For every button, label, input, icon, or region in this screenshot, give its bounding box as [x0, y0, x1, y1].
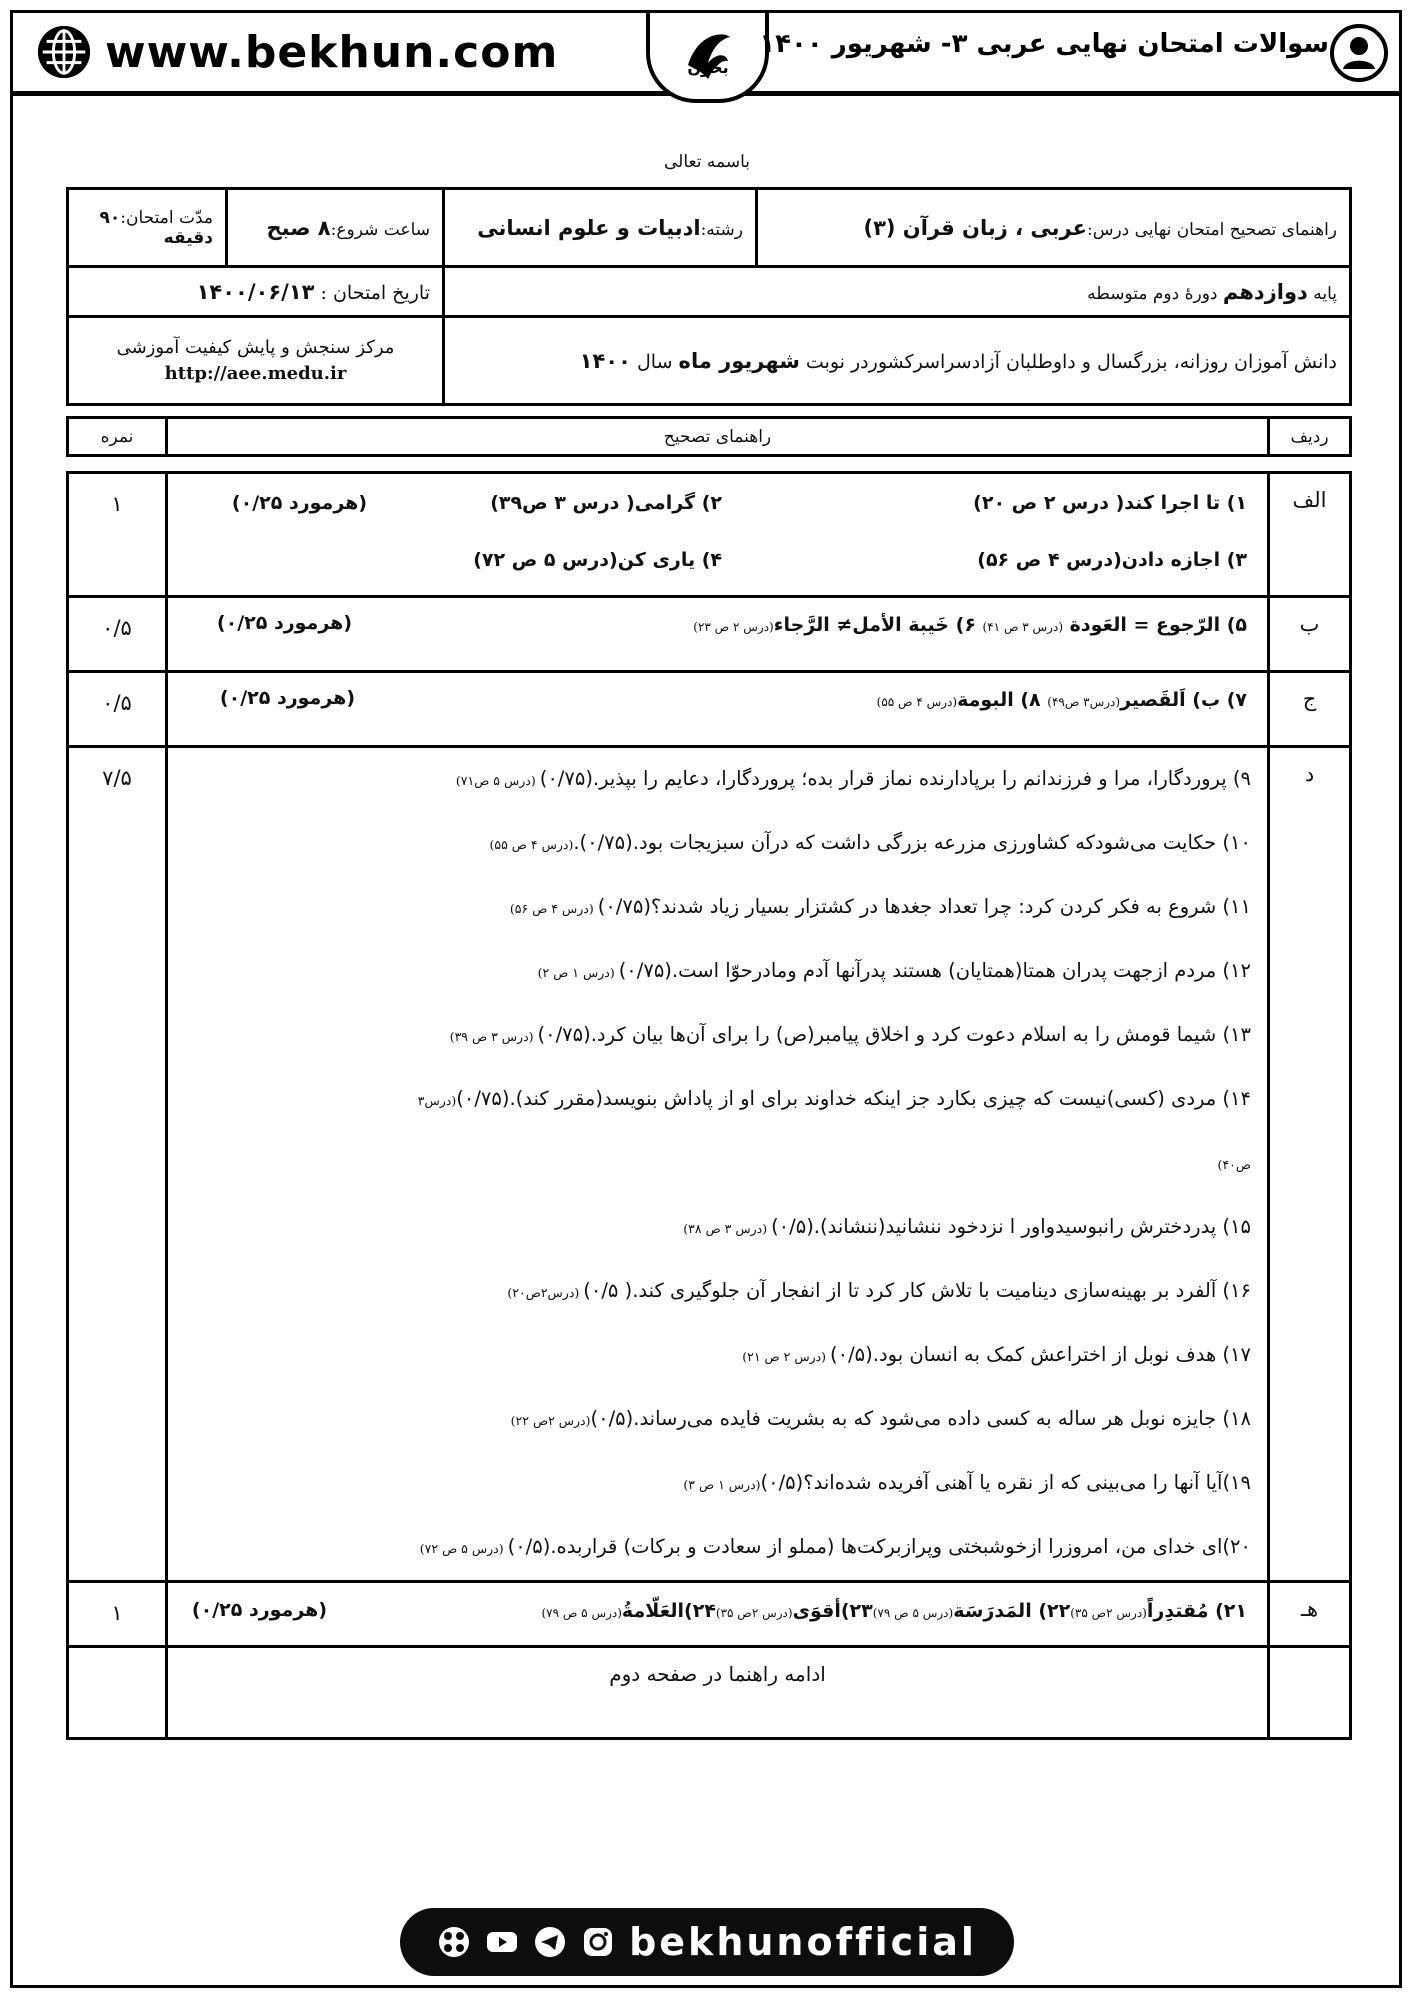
he-note: (هرمورد ۰/۲۵) [191, 1599, 327, 1621]
col-score: نمره [68, 418, 167, 456]
section-score: ۰/۵ [68, 597, 167, 672]
translation-item [188, 876, 1251, 940]
section-body [167, 473, 1269, 597]
translation-item [188, 1516, 1251, 1580]
translation-item [188, 1324, 1251, 1388]
user-icon[interactable] [1329, 23, 1389, 83]
col-row: ردیف [1269, 418, 1351, 456]
translation-text: ۲۰)ای خدای من، امروزرا ازخوشبختی وپرازبرکت‌ها (مملو از سعادت و برکات) قراربده.(۰/۵) [507, 1535, 1251, 1558]
grade-cell: پایه دوازدهم دورۀ دوم متوسطه [444, 267, 1351, 317]
section-label: ج [1269, 672, 1351, 747]
section-jim [68, 672, 1351, 747]
section-dal [68, 747, 1351, 1582]
translation-text: ۱۳) شیما قومش را به اسلام دعوت کرد و اخلاق پیامبر(ص) را برای آن‌ها بیان کرد.(۰/۷۵) [537, 1023, 1251, 1046]
page-title: سوالات امتحان نهایی عربی ۳- شهریور ۱۴۰۰ [759, 29, 1329, 59]
section-label: د [1269, 747, 1351, 1582]
jim-note: (هرمورد ۰/۲۵) [219, 687, 355, 709]
translation-text: ۱۰) حکایت می‌شودکه کشاورزی مزرعه بزرگی داشت که درآن سبزیجات بود.(۰/۷۵). [573, 831, 1251, 854]
translation-item [188, 812, 1251, 876]
section-be [68, 597, 1351, 672]
lesson-reference: (درس ۱ ص ۲) [537, 965, 619, 980]
basmala: باسمه تعالی [664, 152, 750, 172]
section-he [68, 1582, 1351, 1647]
answer-table [66, 471, 1352, 1740]
telegram-icon[interactable] [533, 1925, 567, 1959]
translation-text: ۱۶) آلفرد بر بهینه‌سازی دینامیت با تلاش کار کرد تا از انفجار آن جلوگیری کند.( ۰/۵) [583, 1279, 1251, 1302]
lesson-reference: (درس ۵ ص ۷۲) [419, 1541, 508, 1556]
section-label: ب [1269, 597, 1351, 672]
answer-5-6: ۵) الرّجوع = العَودة (درس ۳ ص ۴۱) ۶) خَیبة الأمل≠ الرَّجاء(درس ۲ ص ۲۳) [693, 614, 1247, 636]
translation-text: ۱۸) جایزه نوبل هر ساله به کسی داده می‌شود که به بشریت فایده می‌رساند.(۰/۵) [590, 1407, 1251, 1430]
answer-2: ۲) گرامی( درس ۳ ص۳۹) [490, 492, 722, 514]
section-score: ۱ [68, 473, 167, 597]
lesson-reference: (درس ۲ص ۲۲) [510, 1413, 591, 1428]
col-guide: راهنمای تصحیح [167, 418, 1269, 456]
section-label: هـ [1269, 1582, 1351, 1647]
alef-note: (هرمورد ۰/۲۵) [231, 492, 367, 514]
instagram-icon[interactable] [581, 1925, 615, 1959]
section-label: الف [1269, 473, 1351, 597]
lesson-reference: (درس ۵ ص۷۱) [455, 773, 540, 788]
column-header-table [66, 416, 1352, 457]
section-body [167, 597, 1269, 672]
globe-icon [35, 23, 93, 81]
translation-item [188, 748, 1251, 812]
section-body [167, 1582, 1269, 1647]
center-name: مرکز سنجش و پایش کیفیت آموزشی [116, 336, 395, 358]
start-time-cell: ساعت شروع:۸ صبح [227, 189, 444, 267]
translation-item [188, 1452, 1251, 1516]
section-body [167, 747, 1269, 1582]
duration-cell: مدّت امتحان:۹۰ دقیقه [68, 189, 227, 267]
be-note: (هرمورد ۰/۲۵) [216, 612, 352, 634]
section-score: ۷/۵ [68, 747, 167, 1582]
social-footer[interactable] [400, 1908, 1014, 1976]
section-score: ۱ [68, 1582, 167, 1647]
answer-7-8: ۷) ب) اَلقَصیر(درس۳ ص۴۹) ۸) البومة(درس ۴ ص ۵۵) [876, 689, 1247, 711]
logo-text: بخون [686, 58, 729, 77]
section-score: ۰/۵ [68, 672, 167, 747]
answer-1: ۱) تا اجرا کند( درس ۲ ص ۲۰) [973, 492, 1247, 514]
exam-date-cell: تاریخ امتحان : ۱۴۰۰/۰۶/۱۳ [68, 267, 444, 317]
answer-3: ۳) اجازه دادن(درس ۴ ص ۵۶) [977, 549, 1247, 571]
translation-text: ۱۵) پدردخترش رانبوسیدواور ا نزدخود ننشانید(ننشاند).(۰/۵) [771, 1215, 1251, 1238]
lesson-reference: (درس ۱ ص ۳) [683, 1477, 761, 1492]
logo-mark [668, 23, 748, 89]
social-handle: bekhunofficial [629, 1920, 977, 1964]
site-link[interactable] [35, 23, 558, 81]
translation-item [188, 1004, 1251, 1068]
top-banner [13, 13, 1399, 96]
youtube-icon[interactable] [485, 1925, 519, 1959]
center-cell [68, 317, 444, 405]
course-cell: راهنمای تصحیح امتحان نهایی درس:عربی ، زبان قرآن (۳) [757, 189, 1351, 267]
continue-note: ادامه راهنما در صفحه دوم [167, 1647, 1269, 1739]
section-body [167, 672, 1269, 747]
field-cell: رشته:ادبیات و علوم انسانی [444, 189, 757, 267]
translation-item [188, 940, 1251, 1004]
translation-text: ۹) پروردگارا، مرا و فرزندانم را برپادارنده نماز قرار بده؛ پروردگارا، دعایم را بپذیر.(۰/۷۵) [539, 767, 1251, 790]
translation-item [188, 1132, 1251, 1196]
translation-text: ۱۹)آیا آنها را می‌بینی که از نقره یا آهنی آفریده شده‌اند؟(۰/۵) [760, 1471, 1251, 1494]
exam-info-table [66, 187, 1352, 406]
translation-list [188, 748, 1251, 1580]
lesson-reference: (درس۳ [417, 1093, 457, 1108]
lesson-reference: (درس ۲ ص ۲۱) [742, 1349, 831, 1364]
lesson-reference: (درس ۳ ص ۳۹) [449, 1029, 538, 1044]
bekhun-logo [646, 13, 769, 103]
lesson-reference: (درس ۴ ص ۵۵) [489, 837, 574, 852]
site-url: www.bekhun.com [105, 26, 559, 78]
translation-text: ۱۲) مردم ازجهت پدران همتا(همتایان) هستند پدرآنها آدم ومادرحوّا است.(۰/۷۵) [618, 959, 1251, 982]
section-alef [68, 473, 1351, 597]
translation-text: ۱۱) شروع به فکر کردن کرد: چرا تعداد جغدها در کشتزار بسیار زیاد شدند؟(۰/۷۵) [597, 895, 1251, 918]
lesson-reference: ص۴۰) [1217, 1157, 1251, 1172]
continue-row [68, 1647, 1351, 1739]
answer-4: ۴) یاری کن(درس ۵ ص ۷۲) [473, 549, 722, 571]
aparat-icon[interactable] [437, 1925, 471, 1959]
translation-item [188, 1260, 1251, 1324]
translation-item [188, 1068, 1251, 1132]
answer-21-24: ۲۱) مُقتدِراً(درس ۲ص ۳۵)۲۲) المَدرَسَة(درس ۵ ص ۷۹)۲۳)أقوَی(درس ۲ص ۳۵)۲۴)العَلّامةُ(درس ۵ ص ۷۹) [541, 1600, 1247, 1622]
translation-text: ۱۴) مردی (کسی)نیست که چیزی بکارد جز اینکه خداوند برای او از پاداش بنویسد(مقرر کند).(۰/۷۵) [456, 1087, 1251, 1110]
translation-item [188, 1388, 1251, 1452]
students-cell: دانش آموزان روزانه، بزرگسال و داوطلبان آزادسراسرکشوردر نوبت شهریور ماه سال ۱۴۰۰ [444, 317, 1351, 405]
translation-item [188, 1196, 1251, 1260]
lesson-reference: (درس ۳ ص ۳۸) [683, 1221, 772, 1236]
translation-text: ۱۷) هدف نوبل از اختراعش کمک به انسان بود.(۰/۵) [830, 1343, 1251, 1366]
lesson-reference: (درس ۴ ص ۵۶) [509, 901, 598, 916]
center-url[interactable]: http://aee.medu.ir [164, 362, 347, 384]
lesson-reference: (درس۲ص۲۰) [507, 1285, 584, 1300]
